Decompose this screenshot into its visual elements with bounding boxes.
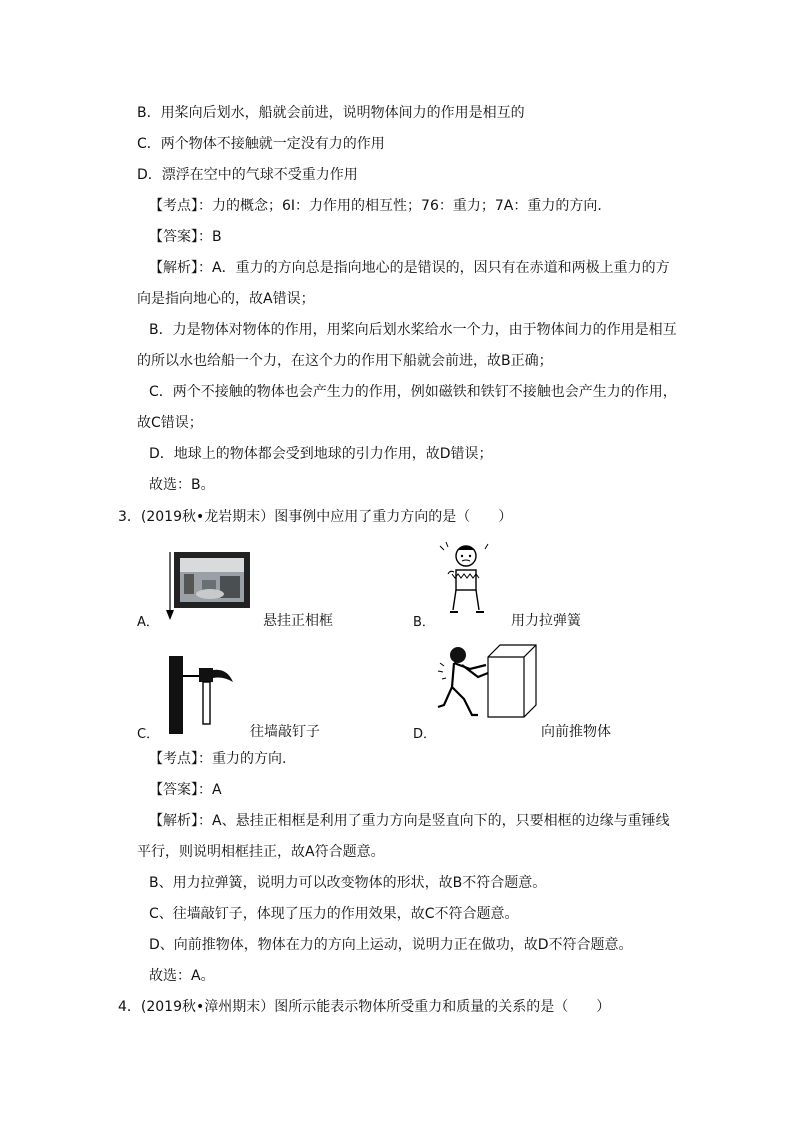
- q2-analysis-line-3: B．力是物体对物体的作用，用桨向后划水桨给水一个力，由于物体间力的作用是相互: [149, 322, 677, 338]
- option-b-caption: 用力拉弹簧: [511, 613, 581, 629]
- q2-analysis-line-1: 【解析】：A．重力的方向总是指向地心的是错误的，因只有在赤道和两极上重力的方: [149, 260, 670, 276]
- q2-analysis-line-7: D．地球上的物体都会受到地球的引力作用，故D错误；: [149, 446, 493, 462]
- option-c-label: C．: [137, 727, 160, 742]
- q3-analysis-line-5: D、向前推物体，物体在力的方向上运动，说明力正在做功，故D不符合题意。: [149, 937, 633, 953]
- q3-kaodian: 【考点】：重力的方向.: [149, 751, 287, 767]
- option-d-caption: 向前推物体: [541, 724, 611, 740]
- q3-stem: 3．(2019秋•龙岩期末）图事例中应用了重力方向的是（ ）: [118, 509, 513, 525]
- option-c-image: [165, 654, 245, 736]
- option-a-label: A．: [137, 615, 159, 630]
- q4-stem: 4．(2019秋•漳州期末）图所示能表示物体所受重力和质量的关系的是（ ）: [118, 999, 611, 1015]
- q3-analysis-line-1: 【解析】：A、悬挂正相框是利用了重力方向是竖直向下的，只要相框的边缘与重锤线: [149, 813, 670, 829]
- q2-analysis-line-4: 的所以水也给船一个力，在这个力的作用下船就会前进，故B正确；: [137, 353, 553, 369]
- q3-answer: 【答案】：A: [149, 782, 222, 798]
- q2-analysis-line-2: 向是指向地心的，故A错误；: [137, 291, 315, 307]
- option-a-caption: 悬挂正相框: [263, 613, 333, 629]
- option-d-image: [436, 643, 540, 725]
- option-b-image: [436, 540, 496, 625]
- option-c-caption: 往墙敲钉子: [250, 724, 320, 740]
- q2-option-d: D．漂浮在空中的气球不受重力作用: [137, 167, 358, 183]
- q3-choose: 故选：A。: [149, 968, 215, 984]
- option-b-label: B．: [413, 615, 435, 630]
- q3-analysis-line-4: C、往墙敲钉子，体现了压力的作用效果，故C不符合题意。: [149, 906, 519, 922]
- q2-analysis-line-6: 故C错误；: [137, 415, 203, 431]
- q2-choose: 故选：B。: [149, 477, 215, 493]
- q2-option-c: C．两个物体不接触就一定没有力的作用: [137, 136, 385, 152]
- option-a-image: [162, 550, 252, 624]
- q2-kaodian: 【考点】：力的概念；6I：力作用的相互性；76：重力；7A：重力的方向.: [149, 198, 602, 214]
- q2-option-b: B．用桨向后划水，船就会前进，说明物体间力的作用是相互的: [137, 105, 525, 121]
- q3-analysis-line-3: B、用力拉弹簧，说明力可以改变物体的形状，故B不符合题意。: [149, 875, 547, 891]
- option-d-label: D．: [413, 727, 437, 742]
- q2-answer: 【答案】：B: [149, 229, 222, 245]
- q2-analysis-line-5: C．两个不接触的物体也会产生力的作用，例如磁铁和铁钉不接触也会产生力的作用，: [149, 384, 677, 400]
- q3-analysis-line-2: 平行，则说明相框挂正，故A符合题意。: [137, 844, 385, 860]
